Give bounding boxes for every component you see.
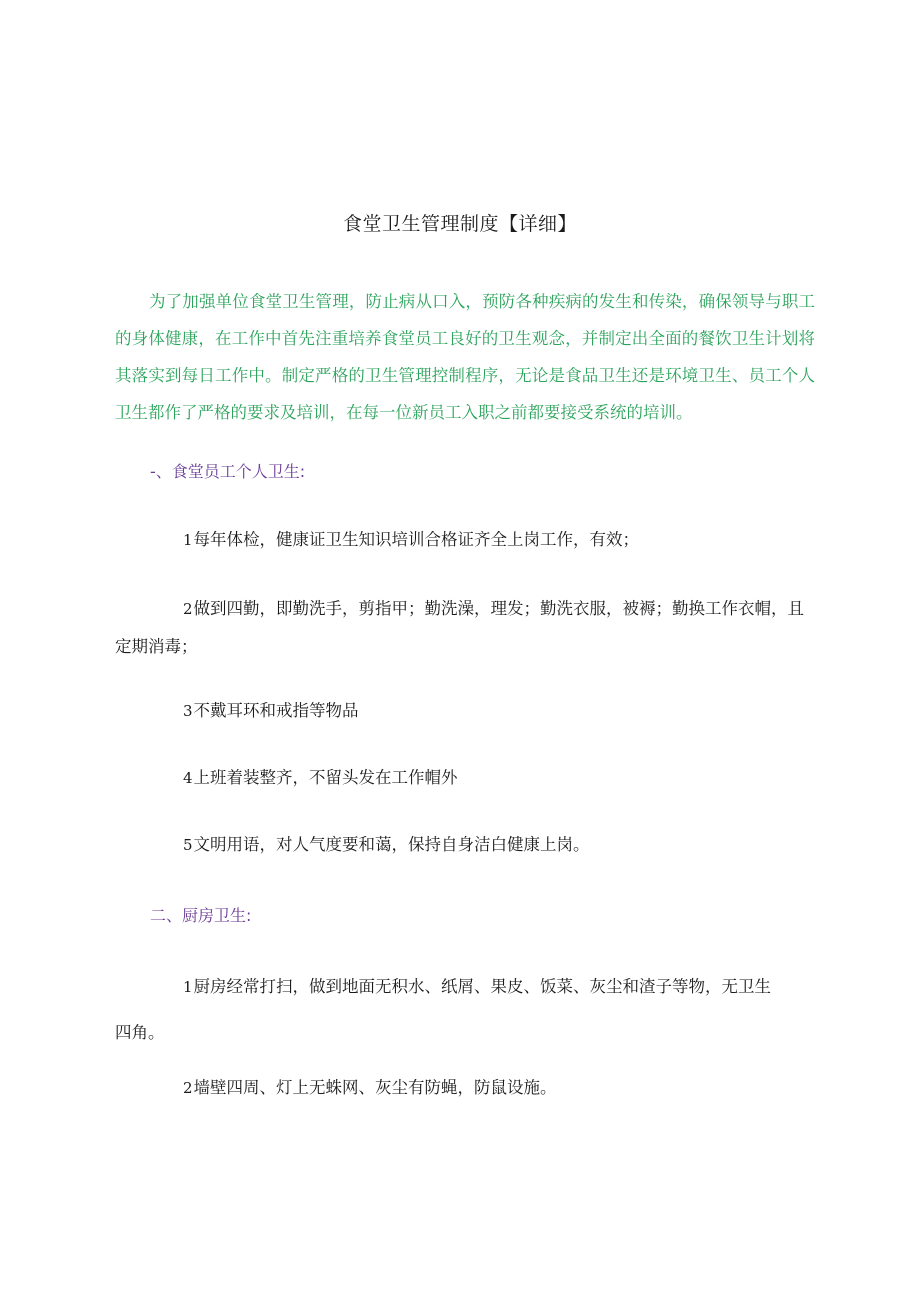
- item-text: 做到四勤，即勤洗手，剪指甲；勤洗澡，理发；勤洗衣服，被褥；勤换工作衣帽，且定期消毒；: [115, 599, 805, 656]
- item-text: 墙壁四周、灯上无蛛网、灰尘有防蝇，防鼠设施。: [193, 1078, 557, 1097]
- document-title: 食堂卫生管理制度【详细】: [342, 213, 577, 235]
- list-item: [115, 692, 815, 730]
- list-item: [115, 521, 815, 559]
- list-item: [115, 759, 815, 797]
- item-number: 2: [183, 1079, 193, 1097]
- item-number: 3: [183, 702, 193, 720]
- item-text: 不戴耳环和戒指等物品: [193, 701, 359, 720]
- section-heading-kitchen-hygiene: 二、厨房卫生:: [150, 906, 252, 925]
- item-number: 1: [183, 531, 193, 549]
- list-item: [115, 590, 815, 666]
- list-item: [115, 826, 815, 864]
- item-text: 每年体检，健康证卫生知识培训合格证齐全上岗工作，有效；: [193, 530, 640, 549]
- item-number: 4: [183, 769, 193, 787]
- section-heading-staff-hygiene: -、食堂员工个人卫生:: [150, 462, 306, 481]
- list-item: [115, 964, 775, 1056]
- item-text: 上班着装整齐，不留头发在工作帽外: [193, 768, 458, 787]
- item-number: 1: [183, 978, 193, 996]
- intro-paragraph: 为了加强单位食堂卫生管理，防止病从口入，预防各种疾病的发生和传染，确保领导与职工的身体健康，在工作中首先注重培养食堂员工良好的卫生观念，并制定出全面的餐饮卫生计划将其落实到每日工作中。制定严格的卫生管理控制程序，无论是食品卫生还是环境卫生、员工个人卫生都作了严格的要求及培训，在每一位新员工入职之前都要接受系统的培训。: [115, 292, 815, 422]
- item-text: 文明用语，对人气度要和蔼，保持自身洁白健康上岗。: [193, 835, 590, 854]
- item-text: 厨房经常打扫，做到地面无积水、纸屑、果皮、饭菜、灰尘和渣子等物，无卫生四角。: [115, 977, 772, 1042]
- list-item: [115, 1069, 815, 1107]
- item-number: 2: [183, 600, 193, 618]
- item-number: 5: [183, 836, 193, 854]
